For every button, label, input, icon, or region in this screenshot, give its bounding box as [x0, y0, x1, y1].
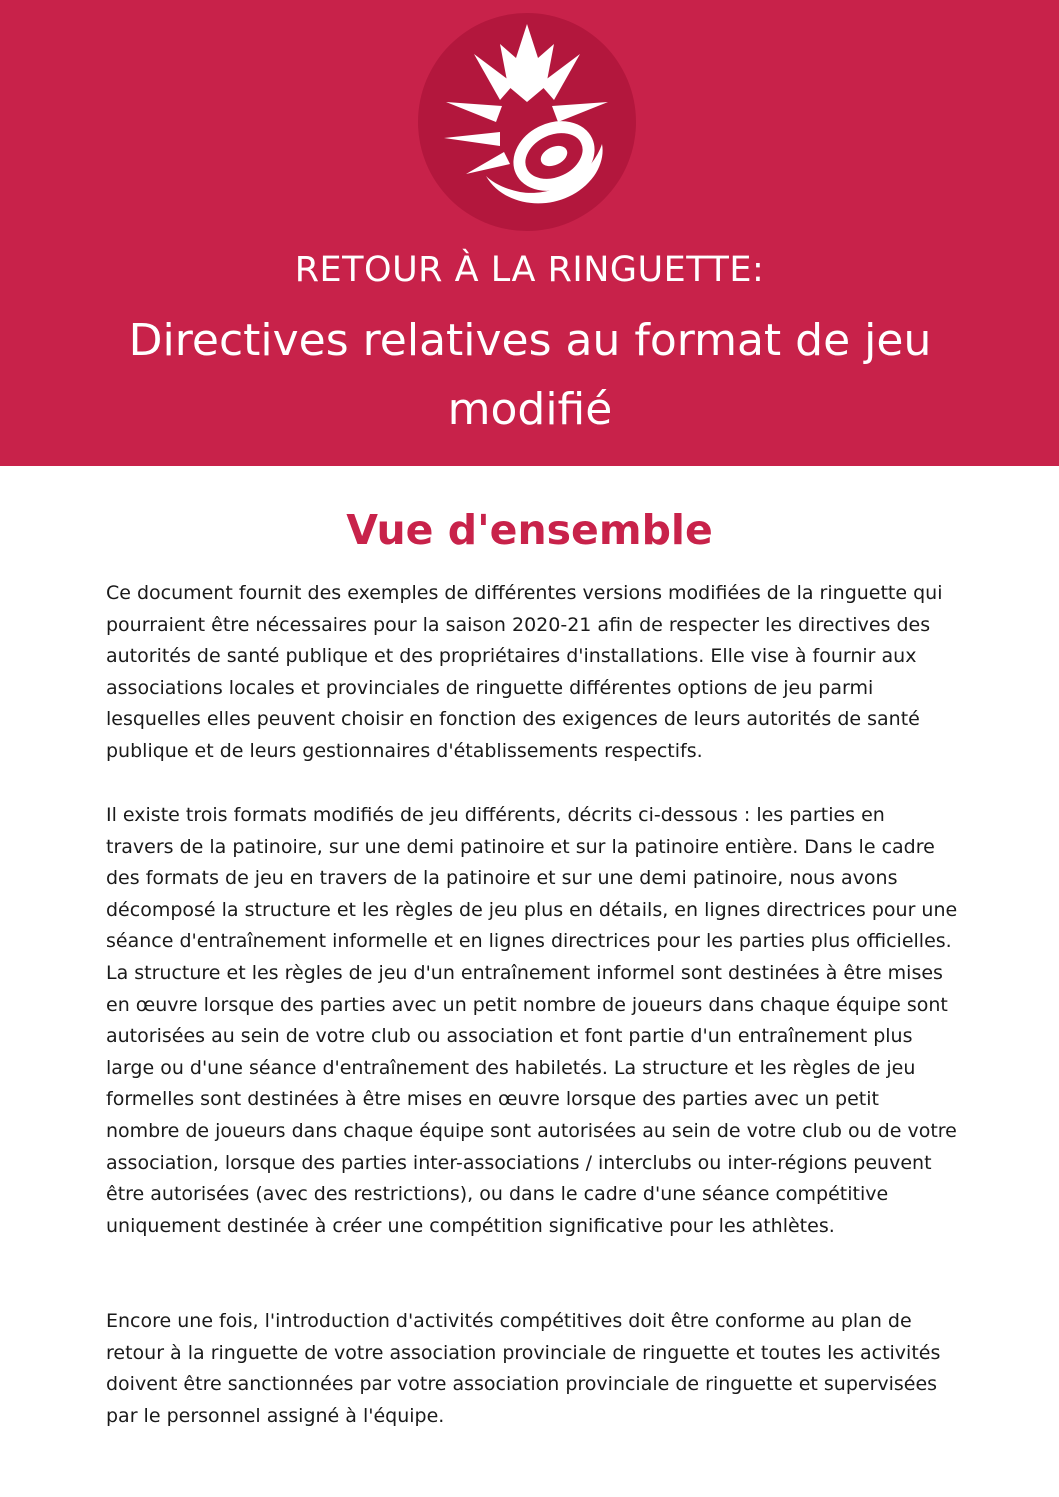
header-banner: [0, 0, 1059, 466]
page-title: Directives relatives au format de jeu modifié: [128, 315, 932, 435]
paragraph-overview: Ce document fournit des exemples de différentes versions modifiées de la ringuette qui pourraient être nécessaires pour la saison 2020-21 afin de respecter les directives des autorités de santé publique et des propriétaires d'installations. Elle vise à fournir aux associations locales et provinciales de ringuette différentes options de jeu parmi lesquelles elles peuvent choisir en fonction des exigences de leurs autorités de santé publique et de leurs gestionnaires d'établissements respectifs.: [106, 582, 943, 762]
paragraph-formats: Il existe trois formats modifiés de jeu différents, décrits ci-dessous : les parties en travers de la patinoire, sur une demi patinoire et sur la patinoire entière. Dans le cadre des formats de jeu en travers de la patinoire et sur une demi patinoire, nous avons décomposé la structure et les règles de jeu plus en détails, en lignes directrices pour une séance d'entraînement informelle et en lignes directrices pour les parties plus officielles. La structure et les règles de jeu d'un entraînement informel sont destinées à être mises en œuvre lorsque des parties avec un petit nombre de joueurs dans chaque équipe sont autorisées au sein de votre club ou association et font partie d'un entraînement plus large ou d'une séance d'entraînement des habiletés. La structure et les règles de jeu formelles sont destinées à être mises en œuvre lorsque des parties avec un petit nombre de joueurs dans chaque équipe sont autorisées au sein de votre club ou de votre association, lorsque des parties inter-associations / interclubs ou inter-régions peuvent être autorisées (avec des restrictions), ou dans le cadre d'une séance compétitive uniquement destinée à créer une compétition significative pour les athlètes.: [106, 804, 958, 1237]
section-heading: Vue d'ensemble: [346, 506, 713, 554]
paragraph-compliance: Encore une fois, l'introduction d'activités compétitives doit être conforme au plan de retour à la ringuette de votre association provinciale de ringuette et toutes les activités doivent être sanctionnées par votre association provinciale de ringuette et supervisées par le personnel assigné à l'équipe.: [106, 1310, 941, 1427]
header-kicker: RETOUR À LA RINGUETTE:: [294, 250, 765, 290]
ringette-logo-icon: [416, 6, 638, 238]
